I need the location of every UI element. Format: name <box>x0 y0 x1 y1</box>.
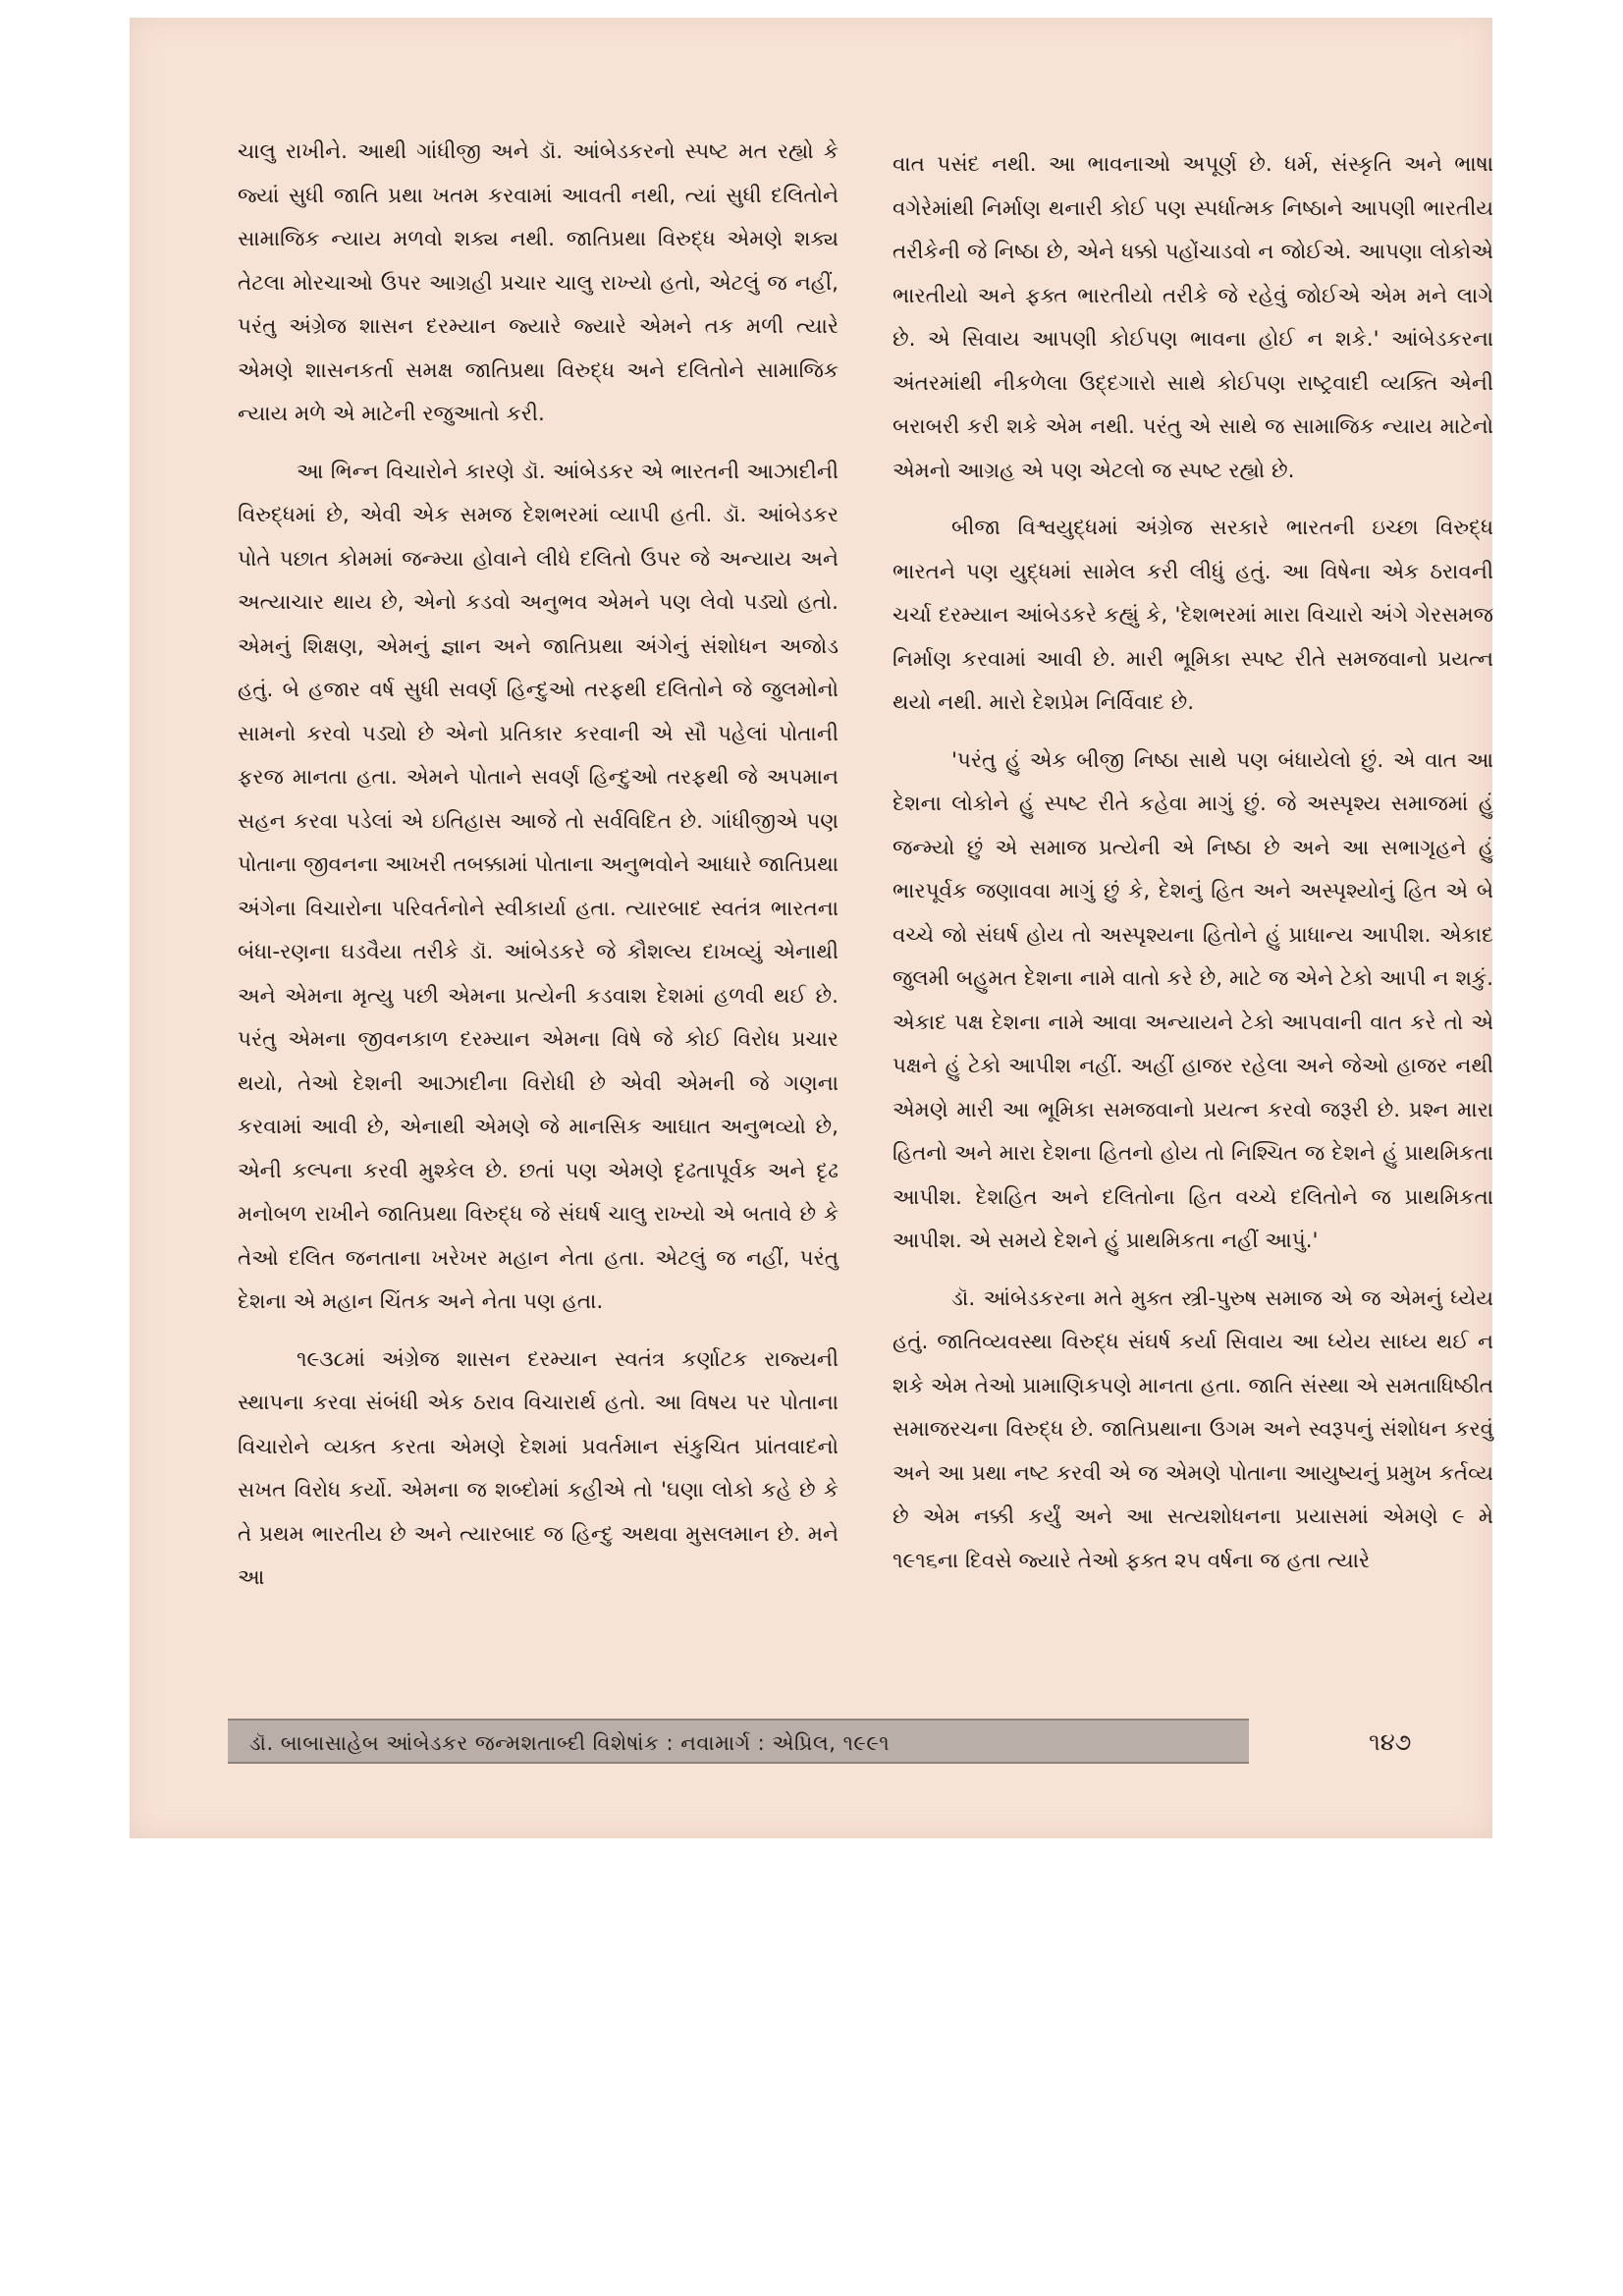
right-text-column <box>893 143 1493 1597</box>
paragraph: ડૉ. આંબેડકરના મતે મુક્ત સ્ત્રી-પુરુષ સમાજ એ જ એમનું ધ્યેય હતું. જાતિવ્યવસ્થા વિરુદ્ધ સંઘર્ષ કર્યા સિવાય આ ધ્યેય સાધ્ય થઈ ન શકે એમ તેઓ પ્રામાણિકપણે માનતા હતા. જાતિ સંસ્થા એ સમતાધિષ્ઠીત સમાજરચના વિરુદ્ધ છે. જાતિપ્રથાના ઉગમ અને સ્વરૂપનું સંશોધન કરવું અને આ પ્રથા નષ્ટ કરવી એ જ એમણે પોતાના આયુષ્યનું પ્રમુખ કર્તવ્ય છે એમ નક્કી કર્યું અને આ સત્યશોધનના પ્રયાસમાં એમણે ૯ મે ૧૯૧૬ના દિવસે જ્યારે તેઓ ફક્ત ૨૫ વર્ષના જ હતા ત્યારે <box>893 1285 1493 1573</box>
left-text-column <box>238 131 839 1614</box>
paragraph: ૧૯૩૮માં અંગ્રેજ શાસન દરમ્યાન સ્વતંત્ર કર્ણાટક રાજ્યની સ્થાપના કરવા સંબંધી એક ઠરાવ વિચારાર્થ હતો. આ વિષય પર પોતાના વિચારોને વ્યક્ત કરતા એમણે દેશમાં પ્રવર્તમાન સંકુચિત પ્રાંતવાદનો સખત વિરોધ કર્યો. એમના જ શબ્દોમાં કહીએ તો 'ઘણા લોકો કહે છે કે તે પ્રથમ ભારતીય છે અને ત્યારબાદ જ હિન્દુ અથવા મુસલમાન છે. મને આ <box>238 1346 839 1590</box>
paragraph: ચાલુ રાખીને. આથી ગાંધીજી અને ડૉ. આંબેડકરનો સ્પષ્ટ મત રહ્યો કે જ્યાં સુધી જાતિ પ્રથા ખતમ કરવામાં આવતી નથી, ત્યાં સુધી દલિતોને સામાજિક ન્યાય મળવો શક્ય નથી. જાતિપ્રથા વિરુદ્ધ એમણે શક્ય તેટલા મોરચાઓ ઉપર આગ્રહી પ્રચાર ચાલુ રાખ્યો હતો, એટલું જ નહીં, પરંતુ અંગ્રેજ શાસન દરમ્યાન જ્યારે જ્યારે એમને તક મળી ત્યારે એમણે શાસનકર્તા સમક્ષ જાતિપ્રથા વિરુદ્ધ અને દલિતોને સામાજિક ન્યાય મળે એ માટેની રજુઆતો કરી. <box>238 139 839 426</box>
issue-footer: ડૉ. બાબાસાહેબ આંબેડકર જન્મશતાબ્દી વિશેષાંક : નવામાર્ગ : એપ્રિલ, ૧૯૯૧ <box>228 1719 1249 1764</box>
paragraph: આ ભિન્ન વિચારોને કારણે ડૉ. આંબેડકર એ ભારતની આઝાદીની વિરુદ્ધમાં છે, એવી એક સમજ દેશભરમાં વ્યાપી હતી. ડૉ. આંબેડકર પોતે પછાત કોમમાં જન્મ્યા હોવાને લીધે દલિતો ઉપર જે અન્યાય અને અત્યાચાર થાય છે, એનો કડવો અનુભવ એમને પણ લેવો પડ્યો હતો. એમનું શિક્ષણ, એમનું જ્ઞાન અને જાતિપ્રથા અંગેનું સંશોધન અજોડ હતું. બે હજાર વર્ષ સુધી સવર્ણ હિન્દુઓ તરફથી દલિતોને જે જુલમોનો સામનો કરવો પડ્યો છે એનો પ્રતિકાર કરવાની એ સૌ પહેલાં પોતાની ફરજ માનતા હતા. એમને પોતાને સવર્ણ હિન્દુઓ તરફથી જે અપમાન સહન કરવા પડેલાં એ ઇતિહાસ આજે તો સર્વવિદિત છે. ગાંધીજીએ પણ પોતાના જીવનના આખરી તબક્કામાં પોતાના અનુભવોને આધારે જાતિપ્રથા અંગેના વિચારોના પરિવર્તનોને સ્વીકાર્યા હતા. ત્યારબાદ સ્વતંત્ર ભારતના બંધા-રણના ઘડવૈયા તરીકે ડૉ. આંબેડકરે જે કૌશલ્ય દાખવ્યું એનાથી અને એમના મૃત્યુ પછી એમના પ્રત્યેની કડવાશ દેશમાં હળવી થઈ છે. પરંતુ એમના જીવનકાળ દરમ્યાન એમના વિષે જે કોઈ વિરોધ પ્રચાર થયો, તેઓ દેશની આઝાદીના વિરોધી છે એવી એમની જે ગણના કરવામાં આવી છે, એનાથી એમણે જે માનસિક આઘાત અનુભવ્યો છે, એની કલ્પના કરવી મુશ્કેલ છે. છતાં પણ એમણે દૃઢતાપૂર્વક અને દૃઢ મનોબળ રાખીને જાતિપ્રથા વિરુદ્ધ જે સંઘર્ષ ચાલુ રાખ્યો એ બતાવે છે કે તેઓ દલિત જનતાના ખરેખર મહાન નેતા હતા. એટલું જ નહીં, પરંતુ દેશના એ મહાન ચિંતક અને નેતા પણ હતા. <box>238 459 839 1314</box>
scanned-page <box>130 18 1492 1838</box>
paragraph: 'પરંતુ હું એક બીજી નિષ્ઠા સાથે પણ બંધાયેલો છું. એ વાત આ દેશના લોકોને હું સ્પષ્ટ રીતે કહેવા માગું છું. જે અસ્પૃશ્ય સમાજમાં હું જન્મ્યો છું એ સમાજ પ્રત્યેની એ નિષ્ઠા છે અને આ સભાગૃહને હું ભારપૂર્વક જણાવવા માગું છું કે, દેશનું હિત અને અસ્પૃશ્યોનું હિત એ બે વચ્ચે જો સંઘર્ષ હોય તો અસ્પૃશ્યના હિતોને હું પ્રાધાન્ય આપીશ. એકાદ જુલમી બહુમત દેશના નામે વાતો કરે છે, માટે જ એને ટેકો આપી ન શકું. એકાદ પક્ષ દેશના નામે આવા અન્યાયને ટેકો આપવાની વાત કરે તો એ પક્ષને હું ટેકો આપીશ નહીં. અહીં હાજર રહેલા અને જેઓ હાજર નથી એમણે મારી આ ભૂમિકા સમજવાનો પ્રયત્ન કરવો જરૂરી છે. પ્રશ્ન મારા હિતનો અને મારા દેશના હિતનો હોય તો નિશ્ચિત જ દેશને હું પ્રાથમિકતા આપીશ. દેશહિત અને દલિતોના હિત વચ્ચે દલિતોને જ પ્રાથમિકતા આપીશ. એ સમયે દેશને હું પ્રાથમિકતા નહીં આપું.' <box>893 747 1493 1253</box>
paragraph: વાત પસંદ નથી. આ ભાવનાઓ અપૂર્ણ છે. ધર્મ, સંસ્કૃતિ અને ભાષા વગેરેમાંથી નિર્માણ થનારી કોઈ પણ સ્પર્ધાત્મક નિષ્ઠાને આપણી ભારતીય તરીકેની જે નિષ્ઠા છે, એને ધક્કો પહોંચાડવો ન જોઈએ. આપણા લોકોએ ભારતીયો અને ફક્ત ભારતીયો તરીકે જે રહેવું જોઈએ એમ મને લાગે છે. એ સિવાય આપણી કોઈપણ ભાવના હોઈ ન શકે.' આંબેડકરના અંતરમાંથી નીકળેલા ઉદ્દગારો સાથે કોઈપણ રાષ્ટ્રવાદી વ્યક્તિ એની બરાબરી કરી શકે એમ નથી. પરંતુ એ સાથે જ સામાજિક ન્યાય માટેનો એમનો આગ્રહ એ પણ એટલો જ સ્પષ્ટ રહ્યો છે. <box>893 152 1493 483</box>
page-number: ૧૪૭ <box>1369 1728 1412 1756</box>
paragraph: બીજા વિશ્વયુદ્ધમાં અંગ્રેજ સરકારે ભારતની ઇચ્છા વિરુદ્ધ ભારતને પણ યુદ્ધમાં સામેલ કરી લીધું હતું. આ વિષેના એક ઠરાવની ચર્ચા દરમ્યાન આંબેડકરે કહ્યું કે, 'દેશભરમાં મારા વિચારો અંગે ગેરસમજ નિર્માણ કરવામાં આવી છે. મારી ભૂમિકા સ્પષ્ટ રીતે સમજવાનો પ્રયત્ન થયો નથી. મારો દેશપ્રેમ નિર્વિવાદ છે. <box>893 516 1493 715</box>
